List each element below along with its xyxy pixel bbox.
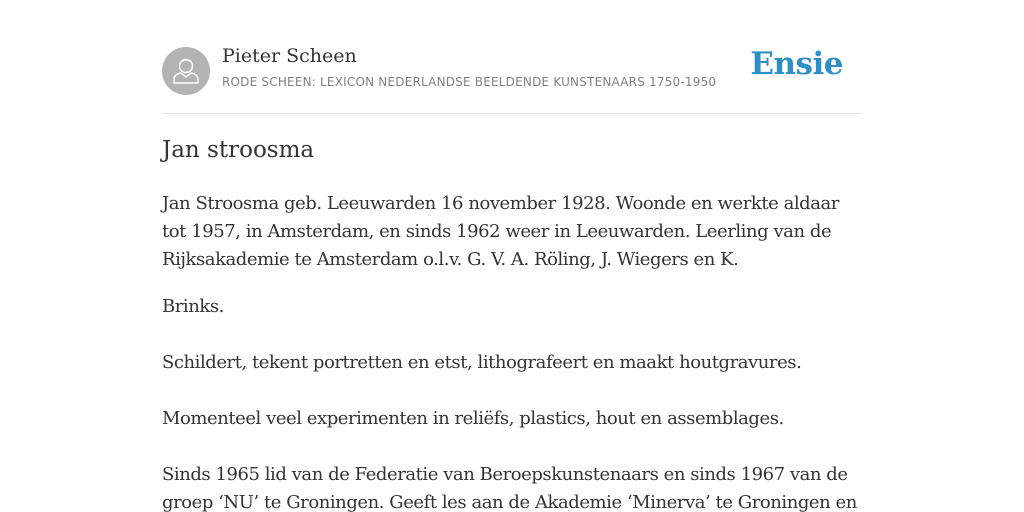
paragraph: Schildert, tekent portretten en etst, lithografeert en maakt houtgravures. [162,352,802,373]
article-container [162,0,862,512]
article-title: Jan stroosma [162,137,315,163]
author-header [162,0,862,114]
paragraph: Momenteel veel experimenten in reliëfs, plastics, hout en assemblages. [162,408,784,429]
user-avatar-icon[interactable] [162,47,210,95]
paragraph: Jan Stroosma geb. Leeuwarden 16 november 1928. Woonde en werkte aldaar tot 1957, in Amsterdam, en sinds 1962 weer in Leeuwarden. Leerling van de Rijksakademie te Amsterdam o.l.v. G. V. A. Röling, J. Wiegers en K. [162,193,839,270]
article-body [162,190,862,512]
paragraph: Sinds 1965 lid van de Federatie van Beroepskunstenaars en sinds 1967 van de groep ‘NU’ te Groningen. Geeft les aan de Akademie ‘Minerva’ te Groningen en [162,464,857,512]
ensie-logo[interactable]: Ensie [750,46,843,82]
source-title[interactable]: RODE SCHEEN: LEXICON NEDERLANDSE BEELDENDE KUNSTENAARS 1750-1950 [222,75,717,89]
paragraph: Brinks. [162,296,224,317]
author-name[interactable]: Pieter Scheen [222,45,357,67]
